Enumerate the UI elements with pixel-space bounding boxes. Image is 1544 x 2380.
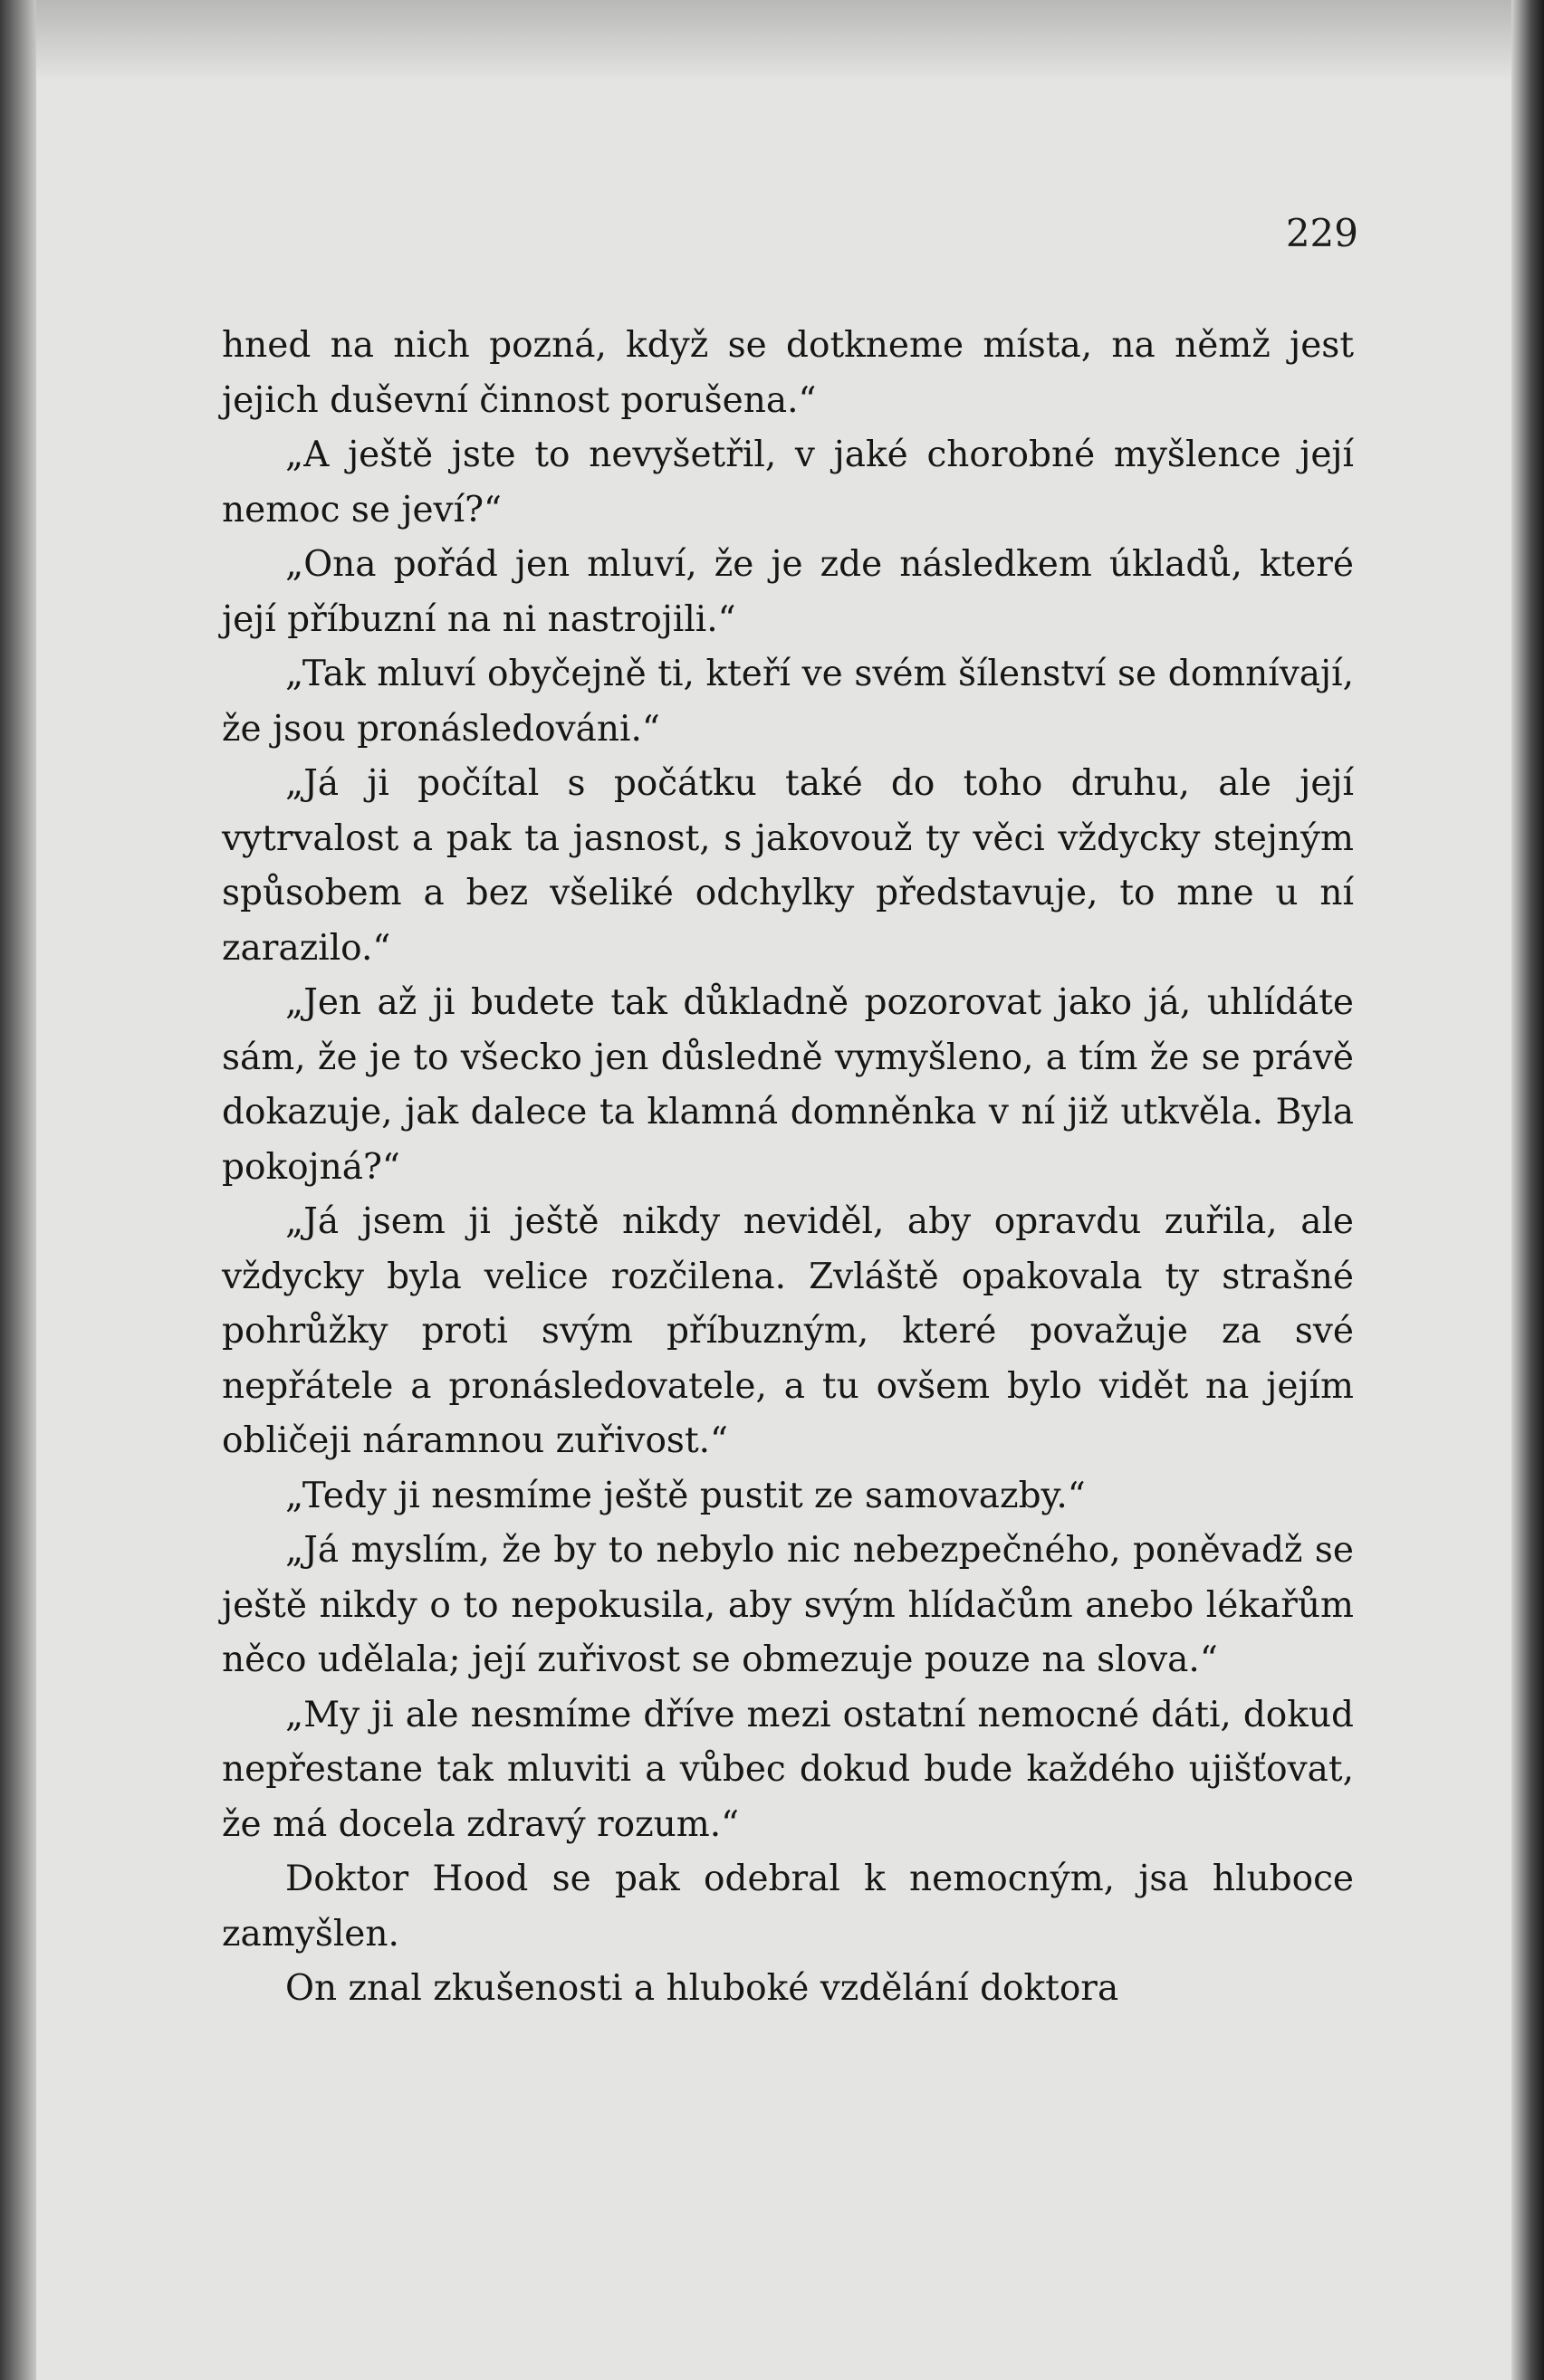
paragraph: „Tak mluví obyčejně ti, kteří ve svém šílenství se domnívají, že jsou pronásledováni.“ (222, 654, 1354, 750)
paragraph: „My ji ale nesmíme dříve mezi ostatní nemocné dáti, dokud nepřestane tak mluviti a vůbec dokud bude každého ujišťovat, že má docela zdravý rozum.“ (222, 1694, 1354, 1845)
paragraph: Doktor Hood se pak odebral k nemocným, jsa hluboce zamyšlen. (222, 1859, 1354, 1955)
paragraph: „Já jsem ji ještě nikdy neviděl, aby opravdu zuřila, ale vždycky byla velice rozčilena. Zvláště opakovala ty strašné pohrůžky proti svým příbuzným, které považuje za své nepřátele a pronásledovatele, a tu ovšem bylo vidět na jejím obličeji náramnou zuřivost.“ (222, 1201, 1354, 1461)
paragraph: „Tedy ji nesmíme ještě pustit ze samovazby.“ (285, 1475, 1086, 1516)
body-text (222, 319, 1354, 2017)
paragraph: „Ona pořád jen mluví, že je zde následkem úkladů, které její příbuzní na ni nastrojili.“ (222, 544, 1354, 640)
paragraph: „Já myslím, že by to nebylo nic nebezpečného, poněvadž se ještě nikdy o to nepokusila, aby svým hlídačům anebo lékařům něco udělala; její zuřivost se obmezuje pouze na slova.“ (222, 1530, 1354, 1680)
paragraph: „Jen až ji budete tak důkladně pozorovat jako já, uhlídáte sám, že je to všecko jen důsledně vymyšleno, a tím že se právě dokazuje, jak dalece ta klamná domněnka v ní již utkvěla. Byla pokojná?“ (222, 982, 1354, 1188)
paragraph: „Já ji počítal s počátku také do toho druhu, ale její vytrvalost a pak ta jasnost, s jakovouž ty věci vždycky stejným spůsobem a bez všeliké odchylky představuje, to mne u ní zarazilo.“ (222, 763, 1354, 969)
paragraph: On znal zkušenosti a hluboké vzdělání doktora (285, 1968, 1119, 2009)
paragraph: „A ještě jste to nevyšetřil, v jaké chorobné myšlence její nemoc se jeví?“ (222, 435, 1354, 530)
page-left-edge (0, 0, 36, 2380)
paragraph-continuation: hned na nich pozná, když se dotkneme místa, na němž jest jejich duševní činnost porušena.“ (222, 325, 1354, 421)
page-top-shadow (0, 0, 1544, 81)
page-right-edge (1511, 0, 1544, 2380)
page-number: 229 (1285, 211, 1358, 255)
